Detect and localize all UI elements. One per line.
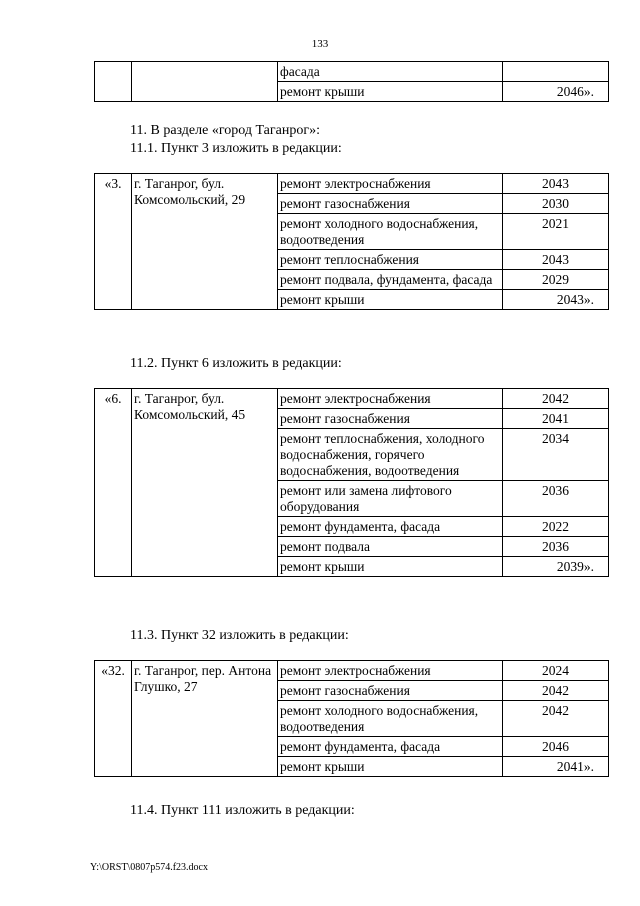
table-cell-year: 2036 [503,537,609,557]
table-cell-work: ремонт холодного водоснабжения, водоотведения [278,214,503,250]
table-cell-year: 2043 [503,250,609,270]
continuation-table [94,61,609,102]
table-cell-year: 2030 [503,194,609,214]
table-cell-num [95,62,132,102]
table-cell-year: 2046». [503,82,609,102]
item-number: «32. [95,661,132,777]
table-cell-work: ремонт газоснабжения [278,194,503,214]
table-cell-work: ремонт фундамента, фасада [278,517,503,537]
table-cell-work: ремонт электроснабжения [278,661,503,681]
block-table [94,388,609,577]
table-row [95,389,609,409]
table-cell-work: ремонт подвала, фундамента, фасада [278,270,503,290]
table-cell-year: 2036 [503,481,609,517]
table-cell-year: 2046 [503,737,609,757]
table-cell-work: ремонт электроснабжения [278,389,503,409]
table-cell-work: фасада [278,62,503,82]
table-cell-year: 2043». [503,290,609,310]
table-cell-year: 2039». [503,557,609,577]
section-heading: 11. В разделе «город Таганрог»: [130,123,320,138]
table-cell-work: ремонт подвала [278,537,503,557]
table-cell-work: ремонт крыши [278,82,503,102]
table-cell-work: ремонт теплоснабжения, холодного водоснабжения, горячего водоснабжения, водоотведения [278,429,503,481]
table-cell-work: ремонт электроснабжения [278,174,503,194]
table-row [95,661,609,681]
block-intro: 11.3. Пункт 32 изложить в редакции: [130,628,349,643]
table-cell-work: ремонт или замена лифтового оборудования [278,481,503,517]
block-intro: 11.4. Пункт 111 изложить в редакции: [130,803,355,818]
table-cell-year: 2029 [503,270,609,290]
page-number: 133 [311,38,329,50]
table-cell-year [503,62,609,82]
table-cell-year: 2043 [503,174,609,194]
table-row [95,174,609,194]
table-cell-work: ремонт теплоснабжения [278,250,503,270]
table-cell-work: ремонт газоснабжения [278,409,503,429]
item-address: г. Таганрог, пер. Антона Глушко, 27 [132,661,278,777]
table-cell-work: ремонт холодного водоснабжения, водоотведения [278,701,503,737]
table-cell-year: 2042 [503,389,609,409]
item-number: «3. [95,174,132,310]
table-cell-year: 2022 [503,517,609,537]
table-row [95,62,609,82]
table-cell-year: 2042 [503,701,609,737]
block-table [94,660,609,777]
item-address: г. Таганрог, бул. Комсомольский, 29 [132,174,278,310]
table-cell-work: ремонт фундамента, фасада [278,737,503,757]
table-cell-year: 2021 [503,214,609,250]
table-cell-address [132,62,278,102]
table-cell-work: ремонт крыши [278,290,503,310]
table-cell-year: 2041». [503,757,609,777]
table-cell-year: 2034 [503,429,609,481]
block-intro: 11.1. Пункт 3 изложить в редакции: [130,141,342,156]
table-cell-year: 2041 [503,409,609,429]
table-cell-year: 2042 [503,681,609,701]
table-cell-year: 2024 [503,661,609,681]
table-cell-work: ремонт крыши [278,757,503,777]
table-cell-work: ремонт газоснабжения [278,681,503,701]
footer-file-path: Y:\ORST\0807p574.f23.docx [90,862,208,873]
item-address: г. Таганрог, бул. Комсомольский, 45 [132,389,278,577]
item-number: «6. [95,389,132,577]
table-cell-work: ремонт крыши [278,557,503,577]
block-table [94,173,609,310]
block-intro: 11.2. Пункт 6 изложить в редакции: [130,356,342,371]
